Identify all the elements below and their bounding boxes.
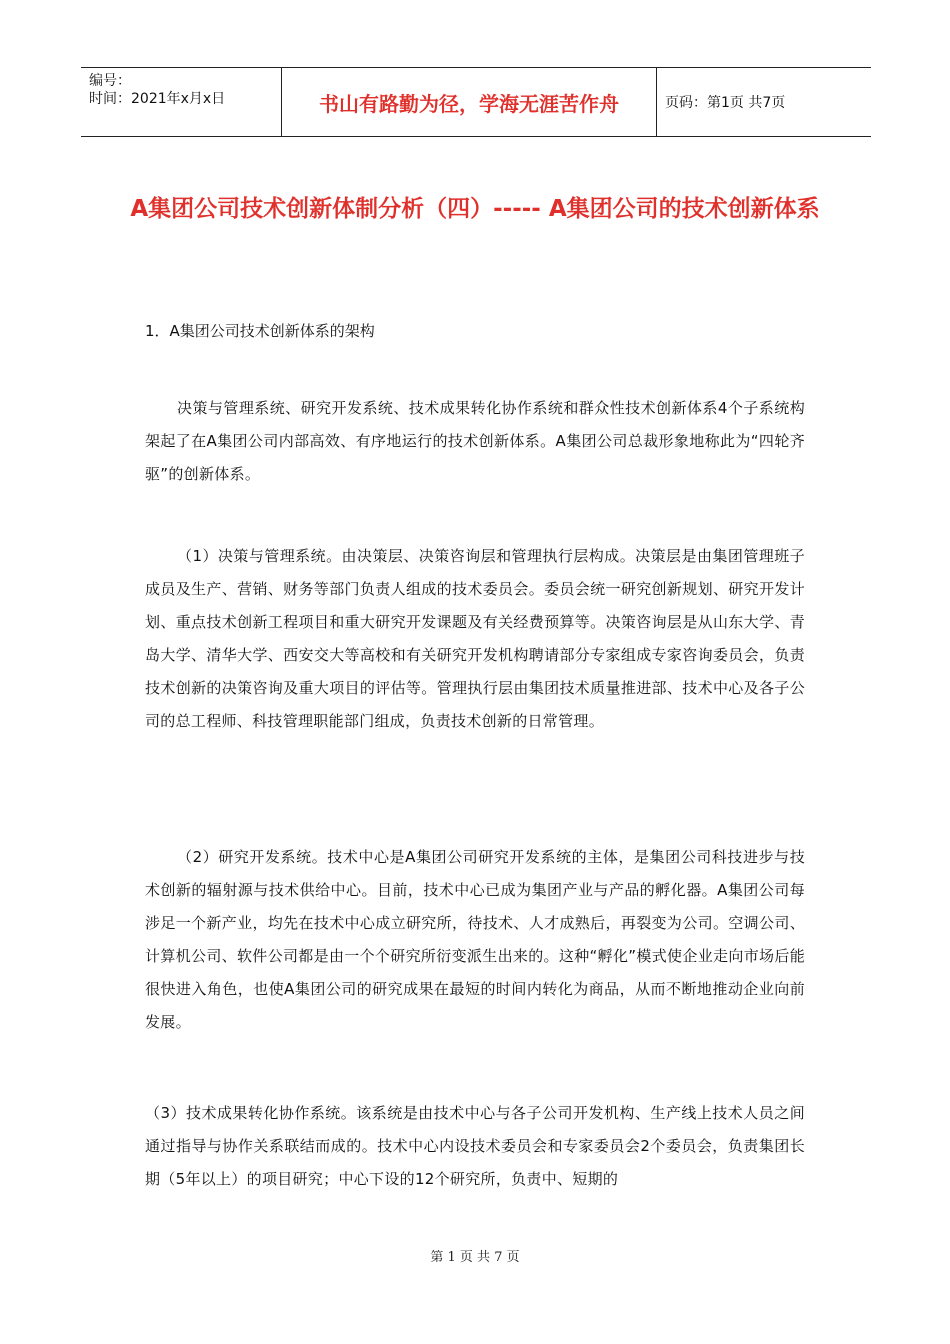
section-heading: 1．A集团公司技术创新体系的架构	[145, 322, 375, 340]
body-paragraph-transfer-system: （3）技术成果转化协作系统。该系统是由技术中心与各子公司开发机构、生产线上技术人员之间通过指导与协作关系联结而成的。技术中心内设技术委员会和专家委员会2个委员会，负责集团长期（5年以上）的项目研究；中心下设的12个研究所，负责中、短期的	[145, 1104, 805, 1188]
header-motto-cell	[282, 68, 657, 136]
body-paragraph-intro: 决策与管理系统、研究开发系统、技术成果转化协作系统和群众性技术创新体系4个子系统构架起了在A集团公司内部高效、有序地运行的技术创新体系。A集团公司总裁形象地称此为“四轮齐驱”的创新体系。	[145, 399, 805, 483]
header-meta-cell	[81, 68, 282, 136]
body-paragraph-decision-system: （1）决策与管理系统。由决策层、决策咨询层和管理执行层构成。决策层是由集团管理班子成员及生产、营销、财务等部门负责人组成的技术委员会。委员会统一研究创新规划、研究开发计划、重点技术创新工程项目和重大研究开发课题及有关经费预算等。决策咨询层是从山东大学、青岛大学、清华大学、西安交大等高校和有关研究开发机构聘请部分专家组成专家咨询委员会，负责技术创新的决策咨询及重大项目的评估等。管理执行层由集团技术质量推进部、技术中心及各子公司的总工程师、科技管理职能部门组成，负责技术创新的日常管理。	[145, 547, 805, 730]
header-table	[81, 67, 871, 137]
header-page-info: 页码：第1页 共7页	[665, 95, 786, 111]
header-motto: 书山有路勤为径，学海无涯苦作舟	[319, 91, 619, 116]
page-footer: 第 1 页 共 7 页	[430, 1250, 520, 1265]
document-time-label: 时间：2021年x月x日	[89, 91, 226, 107]
header-page-cell	[657, 68, 871, 136]
body-paragraph-rd-system: （2）研究开发系统。技术中心是A集团公司研究开发系统的主体，是集团公司科技进步与技术创新的辐射源与技术供给中心。目前，技术中心已成为集团产业与产品的孵化器。A集团公司每涉足一个新产业，均先在技术中心成立研究所，待技术、人才成熟后，再裂变为公司。空调公司、计算机公司、软件公司都是由一个个研究所衍变派生出来的。这种“孵化”模式使企业走向市场后能很快进入角色，也使A集团公司的研究成果在最短的时间内转化为商品，从而不断地推动企业向前发展。	[145, 848, 805, 1031]
document-number-label: 编号：	[89, 73, 131, 89]
document-title: A集团公司技术创新体制分析（四）----- A集团公司的技术创新体系	[130, 196, 820, 222]
